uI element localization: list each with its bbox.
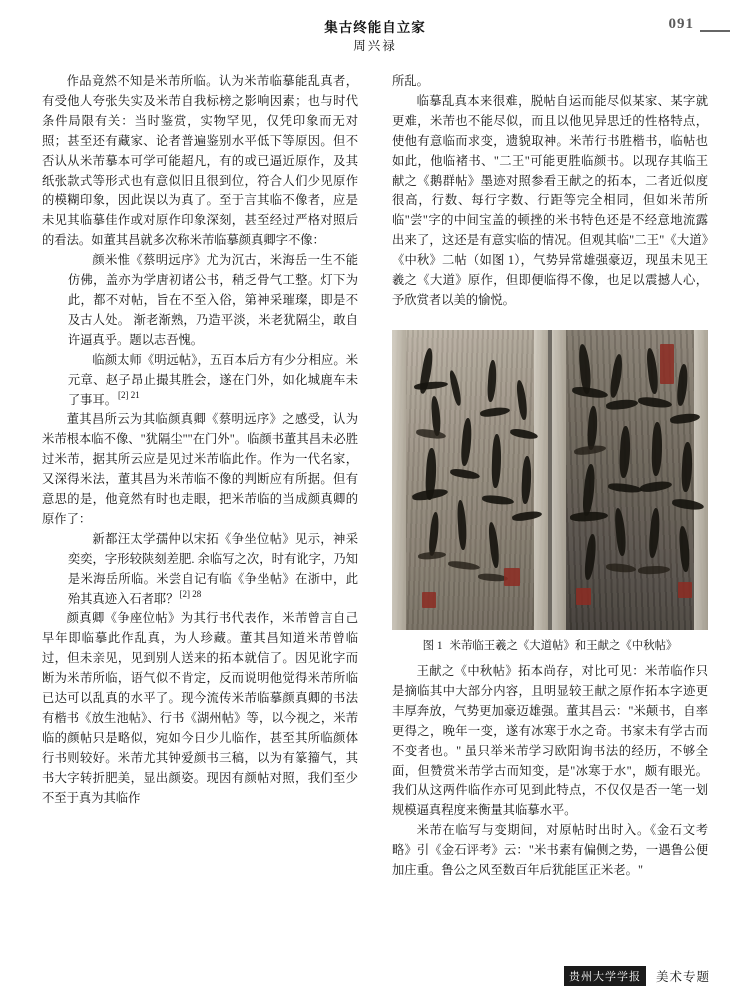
quote-text: 新都汪太学孺仲以宋拓《争坐位帖》见示，神采奕奕，字形较陕刻差肥. 余临写之次，时有讹字，乃知是米海岳所临。米尝自记有临《争坐帖》在浙中，此殆其真迹入石者耶？ xyxy=(67,531,358,606)
paragraph-text: 王献之《中秋帖》拓本尚存，对比可见：米芾临作只是摘临其中大部分内容，且明显较王献之原作拓本字迹更丰厚奔放，气势更加豪迈雄强。董其昌云："米颠书，自率更得之，晚年一变，遂有冰寒于水之奇。书家未有学古而不变者也。" 虽只举米芾学习欧阳询书法的经历，不够全面，但赞赏米芾学古而知变，是"冰寒于水"，颇有眼光。我们从这两件临作亦可见到此特点，不仅仅是否一笔一划规模逼真程度来衡量其临摹水平。 xyxy=(392,664,708,818)
paragraph: 作品竟然不知是米芾所临。认为米芾临摹能乱真者，有受他人夸张失实及米芾自我标榜之影响因素；也与时代条件局限有关：当时鉴赏，实物罕见，仅凭印象而无对照；甚至还有藏家、论者普遍鉴别水平低下等原因。但不否认从米芾摹本可学可能超凡，有的或已逼近原作，及其纸张款式等形式也有意似旧且很到位，符合人们少见原作的模糊印象，因此误以为真了。至于言其临不像者，应是未见其临摹佳作或对原作印象深刻，甚至经过严格对照后的看法。如董其昌就多次称米芾临摹颜真卿字不像： xyxy=(42,74,358,248)
scroll-mount-left xyxy=(552,330,566,630)
figure-caption-text: 米芾临王羲之《大道帖》和王献之《中秋帖》 xyxy=(449,640,678,652)
quote-paragraph: 颜米惟《蔡明远序》尤为沉古，米海岳一生不能仿佛，盖亦为学唐初诸公书，稍乏骨气工整。灯下为此，都不对帖，旨在不至入俗，第神采璀璨，即是不及古人处。 渐老渐熟，乃造平淡，米老犹隔尘，敢自许逼真乎。题以志吾愧。 xyxy=(67,253,358,347)
right-text-column xyxy=(392,72,708,311)
quote-paragraph xyxy=(42,530,358,610)
page-number: 091 xyxy=(668,16,694,32)
scroll-mount-right xyxy=(694,330,708,630)
quote-paragraph xyxy=(42,351,358,411)
scroll-mount-left xyxy=(392,330,406,630)
right-text-column-bottom xyxy=(392,662,708,881)
left-text-column xyxy=(42,72,358,809)
footnote-mark: [2] 28 xyxy=(179,589,202,600)
footer-section-label: 美术专题 xyxy=(655,970,710,984)
figure-image-left-dadao-tie xyxy=(392,330,548,630)
paragraph: 颜真卿《争座位帖》为其行书代表作，米芾曾言自己早年即临摹此作乱真，为人珍藏。董其昌知道米芾曾临过，但未亲见，见到别人送来的拓本就信了。因见讹字而断为米芾所临，语气似不肯定，反而说明他觉得米芾所临已达可以乱真的水平了。现今流传米芾临摹颜真卿的书法有楷书《放生池帖》、行书《湖州帖》等，以今视之，米芾临的颜帖只是略似，宛如今日少儿临作，甚至其所临颜体行书则较好。米芾尤其钟爱颜书三稿，以为有篆籀气，其书大字转折肥美，显出颜姿。现因有颜帖对照，我们至少不至于真为其临作 xyxy=(42,611,358,805)
quote-text: 临颜太师《明远帖》，五百本后方有少分相应。米元章、赵子昂止撮其胜会，遂在门外，如化城鹿车未了事耳。 xyxy=(67,352,358,407)
figure-image-right-zhongqiu-tie xyxy=(552,330,708,630)
page-header xyxy=(0,14,750,62)
figure-label: 图 1 xyxy=(422,640,443,652)
paragraph: 临摹乱真本来很难，脱帖自运而能尽似某家、某字就更难，米芾也不能尽似，而且以他见异思迁的性格特点，使他有意临而求变，遗貌取神。米芾行书胜楷书，临帖也如此，他临褚书、"二王"可能更胜临颜书。以现存其临王献之《鹅群帖》墨迹对照参看王献之的拓本，二者近似度很高，行数、每行字数、行距等完全相同，但如米芾所临"尝"字的中间宝盖的顿挫的米书特色还是不经意地流露出来了，这还是有意实临的情况。但观其临"二王"《大道》《中秋》二帖（如图 1），气势异常雄强豪迈，现虽未见王羲之《大道》原作，但即便临得不像，也足以震撼人心，予欣赏者以美的愉悦。 xyxy=(392,93,708,307)
journal-badge: 贵州大学学报 xyxy=(564,966,646,986)
footnote-mark: [2] 21 xyxy=(118,390,140,401)
header-title-main: 集古终能自立家 xyxy=(324,20,426,35)
paragraph: 米芾在临写与变期间，对原帖时出时入。《金石文考略》引《金石评考》云："米书素有偏侧之势，一遇鲁公便加庄重。鲁公之风至数百年后犹能匡正米老。" xyxy=(392,823,708,878)
paragraph: 董其昌所云为其临颜真卿《蔡明远序》之感受，认为米芾根本临不像、"犹隔尘""在门外"。临颜书董其昌未必胜过米芾，据其所云应是见过米芾临此作。作为一代名家，又深得米法，董其昌为米芾临不像的判断应有所据。但有意思的是，他竟然有时也走眼，把米芾临的当成颜真卿的原作了： xyxy=(42,412,358,526)
page-footer xyxy=(564,966,710,986)
figure-caption xyxy=(392,637,708,653)
scroll-mount-right xyxy=(534,330,548,630)
figure-block xyxy=(392,330,708,653)
journal-logo xyxy=(564,966,646,986)
header-rule-decoration xyxy=(700,30,730,32)
paragraph xyxy=(392,662,708,821)
paragraph-continuation: 所乱。 xyxy=(392,74,429,88)
header-author: 周兴禄 xyxy=(353,39,397,53)
figure-image xyxy=(392,330,708,630)
